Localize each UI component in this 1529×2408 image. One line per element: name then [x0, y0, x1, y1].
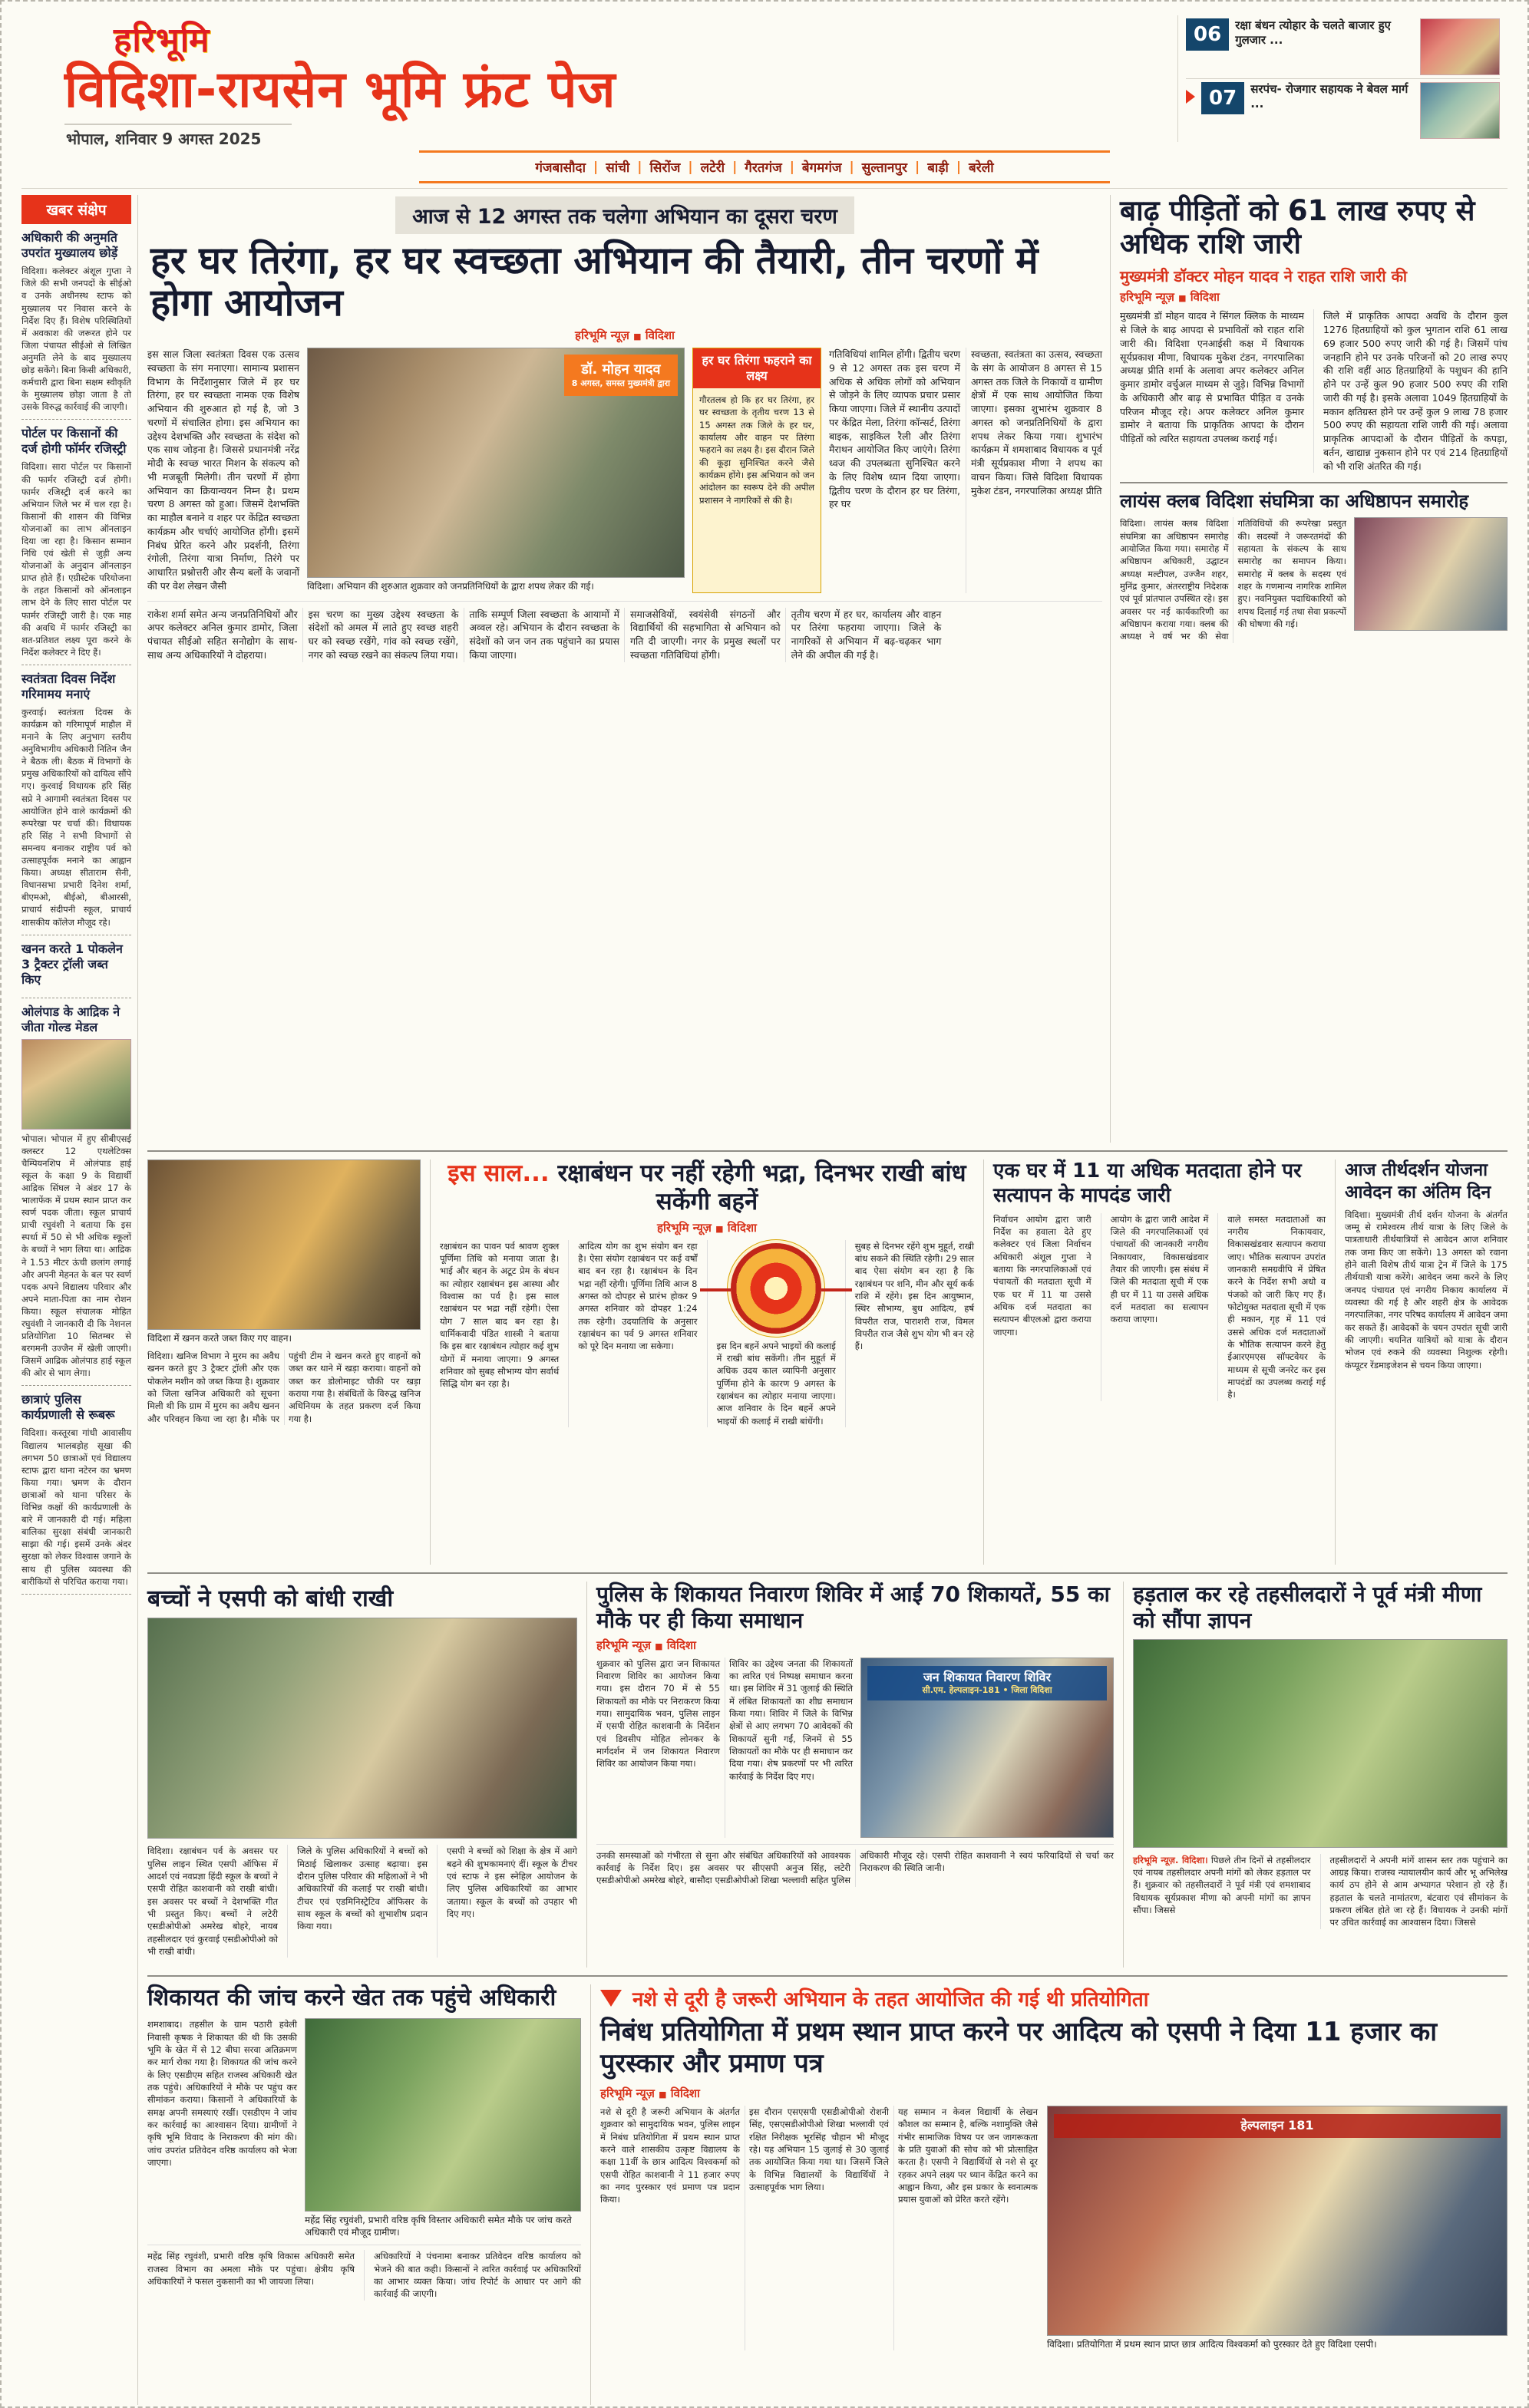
sp-rakhi-column-2: जिले के पुलिस अधिकारियों ने बच्चों को मिठाई खिलाकर उत्साह बढ़ाया। इस दौरान पुलिस परिवार की महिलाओं ने भी अधिकारियों की कलाई पर राखी बांधी। टीचर एवं एडमिनिस्ट्रेटिव ऑफिसर के साथ स्कूल के बच्चों को शुभाशीष प्रदान किया गया।	[287, 1845, 428, 1958]
teaser-page-07[interactable]	[1186, 78, 1500, 142]
nav-separator: |	[688, 159, 693, 175]
lead-headline: हर घर तिरंगा, हर घर स्वच्छता अभियान की तैयारी, तीन चरणों में होगा आयोजन	[150, 239, 1039, 325]
essay-award-story	[600, 1984, 1508, 2405]
lead-columns-right: गतिविधियां शामिल होंगी। द्वितीय चरण 9 से 12 अगस्त तक इस चरण में अधिक से अधिक लोगों को अभियान से जोड़ने के लिए व्यापक प्रचार प्रसार किया जाएगा। जिले में स्थानीय उत्पादों पर केंद्रित मेला, तिरंगा कॉन्सर्ट, तिरंगा बाइक, साइकिल रैली और तिरंगा मैराथन आयोजित किए जाएंगे। तिरंगा ध्वज की उपलब्धता सुनिश्चित करने के लिए विशेष ध्यान दिया जाएगा। द्वितीय चरण के दौरान हर घर तिरंगा, हर घर स्वच्छता, स्वतंत्रता का उत्सव, स्वच्छता के संग के आयोजन 8 अगस्त से 15 अगस्त तक जिले के निकायों व ग्रामीण क्षेत्रों में एक साथ आयोजित किया जाएगा। इसका शुभारंभ शुक्रवार 8 अगस्त को जनप्रतिनिधियों के द्वारा शपथ लेकर किया गया। शुभारंभ कार्यक्रम में शमशाबाद विधायक व पूर्व मंत्री सूर्यप्रकाश मीणा ने शपथ का वाचन किया। जिसे विदिशा विधायक मुकेश टंडन, नगरपालिका अध्यक्ष प्रीति	[829, 348, 1102, 510]
bhadra-leadin: इस साल...	[447, 1159, 550, 1188]
teaser-market-photo	[1420, 18, 1500, 75]
brief-title: अधिकारी की अनुमति उपरांत मुख्यालय छोड़ें	[21, 230, 118, 261]
brief-body: भोपाल। भोपाल में हुए सीबीएसई क्लस्टर 12 एथलेटिक्स चैम्पियनशिप में ओलंपाड हाई स्कूल के कक्षा 9 के विद्यार्थी आद्रिक सिंघल ने अंडर 17 के भालाफेंक में प्रथम स्थान प्राप्त कर स्वर्ण पदक जीता। स्कूल प्राचार्य प्राची रघुवंशी ने बताया कि इस स्पर्धा में 50 से भी अधिक स्कूलों के बच्चों ने भाग लिया था। आद्रिक ने 1.53 मीटर ऊंची छलांग लगाई और अपनी मेहनत के बल पर स्वर्ण पदक अपने विद्यालय परिवार और अपने माता-पिता का नाम रोशन किया। स्कूल संचालक मोहित रघुवंशी ने जानकारी दी कि नेशनल प्रतियोगिता 10 सितम्बर से बरगमनी उज्जैन में खेली जाएगी। जिसमें आद्रिक ओलंपाड हाई स्कूल की ओर से भाग लेगा।	[21, 1133, 131, 1379]
sp-rakhi-headline: बच्चों ने एसपी को बांधी राखी	[147, 1585, 394, 1613]
lead-photo-caption: विदिशा। अभियान की शुरुआत शुक्रवार को जनप्रतिनिधियों के द्वारा शपथ लेकर की गई।	[307, 581, 594, 592]
brief-body: विदिशा। कलेक्टर अंशूल गुप्ता ने जिले की सभी जनपदों के सीईओ व उनके अधीनस्थ स्टाफ को मुख्यालय पर निवास करने के निर्देश दिए हैं। विशेष परिस्थितियों में अवकाश की जरूरत होने पर जिला पंचायत सीईओ से लिखित अनुमति लेने के बाद मुख्यालय छोड़ सकेंगे। बिना किसी अधिकारी, कर्मचारी द्वारा बिना सक्षम स्वीकृति के मुख्यालय छोड़ा जाता है तो उसके विरुद्ध कार्रवाई की जाएगी।	[21, 266, 131, 413]
nav-separator: |	[637, 159, 642, 175]
chevron-right-icon	[1186, 90, 1195, 104]
field-column-1: शमशाबाद। तहसील के ग्राम पठारी हवेली निवासी कृषक ने शिकायत की थी कि उसकी भूमि के खेत में से 12 बीघा सरवा अतिक्रमण कर मार्ग रोका गया है। शिकायत की जांच करने के लिए एसडीएम सहित राजस्व अधिकारी खेत तक पहुंचे। अधिकारियों ने मौके पर पहुंच कर सीमांकन कराया। किसानों ने अधिकारियों के समक्ष अपनी समस्याएं रखीं। एसडीएम ने जांच कर कार्रवाई का आश्वासन दिया। ग्रामीणों ने कृषि भूमि विवाद के निराकरण की मांग की। जांच उपरांत प्रतिवेदन वरिष्ठ कार्यालय को भेजा जाएगा।	[147, 2019, 297, 2168]
sp-rakhi-story	[147, 1582, 577, 1968]
lead-oath-photo	[307, 348, 685, 578]
essay-headline: निबंध प्रतियोगिता में प्रथम स्थान प्राप्त करने पर आदित्य को एसपी ने दिया 11 हजार का पुरस्कार और प्रमाण पत्र	[600, 2017, 1438, 2080]
essay-photo-caption: विदिशा। प्रतियोगिता में प्रथम स्थान प्राप्त छात्र आदित्य विश्वकर्मा को पुरस्कार देते हुए विदिशा एसपी।	[1047, 2338, 1377, 2350]
nav-item-sironj[interactable]: सिरोंज	[649, 160, 681, 176]
target-box-body: गौरतलब हो कि हर घर तिरंगा, हर घर स्वच्छता के तृतीय चरण 13 से 15 अगस्त तक जिले के हर घर, कार्यालय और वाहन पर तिरंगा फहराने का लक्ष्य है। इस दौरान जिले की कूड़ा सुनिश्चित करने जैसे कार्यक्रम होंगे। इस अभियान को जन आंदोलन का स्वरूप देने की अपील प्रशासन ने नागरिकों से की है।	[699, 394, 814, 506]
flood-headline: बाढ़ पीड़ितों को 61 लाख रुपए से अधिक राशि जारी	[1120, 194, 1475, 260]
excavator-photo	[147, 1159, 421, 1330]
brief-title: खनन करते 1 पोकलेन 3 ट्रैक्टर ट्रॉली जब्त किए	[21, 941, 123, 987]
camp-banner: जन शिकायत निवारण शिविर सी.एम. हेल्पलाइन-181 • जिला विदिशा	[867, 1666, 1107, 1700]
field-inspection-story	[147, 1984, 591, 2405]
teerth-body: विदिशा। मुख्यमंत्री तीर्थ दर्शन योजना के अंतर्गत जम्मू से रामेश्वरम तीर्थ यात्रा के लिए जिले के पात्रताधारी तीर्थयात्रियों से आवेदन आज शनिवार तक जमा किए जा सकेंगे। 13 अगस्त को रवाना होने वाली विशेष तीर्थ यात्रा ट्रेन में जिले के 175 तीर्थयात्री यात्रा करेंगे। आवेदन जमा करने के लिए जनपद पंचायत एवं नगरीय निकाय कार्यालय में व्यवस्था की गई है और शहरी क्षेत्र के आवेदक नगरपालिका, नगर परिषद कार्यालय में आवेदन जमा कर सकते हैं। आवेदकों के चयन उपरांत सूची जारी की जाएगी। चयनित यात्रियों को यात्रा के दौरान भोजन एवं रुकने की व्यवस्था निशुल्क रहेगी। कंप्यूटर रेंडमाइजेशन से चयन किया जाएगा।	[1345, 1209, 1508, 1371]
field-photo-caption: महेंद्र सिंह रघुवंशी, प्रभारी वरिष्ठ कृषि विस्तार अधिकारी समेत मौके पर जांच करते अधिकारी एवं मौजूद ग्रामीण।	[305, 2215, 572, 2238]
byline-separator-icon: ■	[655, 1641, 663, 1651]
nav-item-sanchi[interactable]: सांची	[606, 160, 630, 176]
voters-headline: एक घर में 11 या अधिक मतदाता होने पर सत्यापन के मापदंड जारी	[993, 1159, 1302, 1208]
nav-item-ganjbasoda[interactable]: गंजबासौदा	[535, 160, 586, 176]
sp-rakhi-photo	[147, 1618, 577, 1839]
brief-farmer-registry	[21, 420, 131, 665]
tehsildar-headline: हड़ताल कर रहे तहसीलदारों ने पूर्व मंत्री मीणा को सौंपा ज्ञापन	[1133, 1582, 1482, 1634]
field-bottom-2: अधिकारियों ने पंचनामा बनाकर प्रतिवेदन वरिष्ठ कार्यालय को भेजने की बात कही। किसानों ने त्वरित कार्रवाई पर अधिकारियों का आभार व्यक्त किया। जांच रिपोर्ट के आधार पर आगे की कार्रवाई की जाएगी।	[364, 2250, 581, 2300]
tehsildar-column-1: हरिभूमि न्यूज़. विदिशा। पिछले तीन दिनों से तहसीलदार एवं नायब तहसीलदार अपनी मांगों को लेकर हड़ताल पर हैं। शुक्रवार को तहसीलदारों ने पूर्व मंत्री एवं शमशाबाद विधायक सूर्यप्रकाश मीणा को अपनी मांगों का ज्ञापन सौंपा। जिससे	[1133, 1854, 1311, 1915]
voters-column-2: आयोग के द्वारा जारी आदेश में जिले की नगरपालिकाओं एवं पंचायतों की जानकारी नगरीय निकायवार, विकासखंडवार तैयार की जाएगी। इस संबंध में जिले की मतदाता सूची में एक ही घर में 11 या उससे अधिक दर्ज मतदाता का सत्यापन कराया जाएगा।	[1101, 1213, 1209, 1401]
nav-item-gairatganj[interactable]: गैरतगंज	[745, 160, 782, 176]
lions-club-photo	[1354, 517, 1508, 631]
nav-separator: |	[914, 159, 920, 175]
brief-independence-day	[21, 665, 131, 935]
complaints-columns: शुक्रवार को पुलिस द्वारा जन शिकायत निवारण शिविर का आयोजन किया गया। इस दौरान 70 में से 55 शिकायतों का मौके पर निराकरण किया गया। सामुदायिक भवन, पुलिस लाइन में एसपी रोहित काशवानी के निर्देशन एवं डिवसीप मोहित लोनकर के मार्गदर्शन में जन शिकायत निवारण शिविर का आयोजन किया गया। शिविर का उद्देश्य जनता की शिकायतों का त्वरित एवं निष्पक्ष समाधान करना था। इस शिविर में 31 जुलाई की स्थिति में लंबित शिकायतों का शीघ्र समाधान किया गया। शिविर में जिले के विभिन्न क्षेत्रों से आए लगभग 70 आवेदकों की शिकायतें सुनी गईं, जिनमें से 55 शिकायतों का मौके पर ही समाधान कर दिया गया। शेष प्रकरणों पर भी त्वरित कार्रवाई के निर्देश दिए गए।	[596, 1658, 853, 1782]
complaints-byline: हरिभूमि न्यूज़ ■ विदिशा	[596, 1638, 696, 1652]
teerth-headline: आज तीर्थदर्शन योजना आवेदन का अंतिम दिन	[1345, 1160, 1491, 1203]
complaint-camp-photo	[860, 1658, 1114, 1838]
nav-separator: |	[789, 159, 794, 175]
voters-column-1: निर्वाचन आयोग द्वारा जारी निर्देश का हवाला देते हुए कलेक्टर एवं जिला निर्वाचन अधिकारी अंशूल गुप्ता ने बताया कि नगरपालिकाओं एवं पंचायतों की मतदाता सूची में एक घर में 11 या उससे अधिक दर्ज मतदाता का सत्यापन बीएलओ द्वारा कराया जाएगा।	[993, 1213, 1091, 1338]
teaser-page-number[interactable]: 07	[1201, 82, 1244, 114]
rakshabandhan-story	[430, 1159, 984, 1565]
helpline-banner: हेल्पलाइन 181	[1054, 2114, 1501, 2138]
nav-item-lateri[interactable]: लटेरी	[700, 160, 725, 176]
teaser-page-06[interactable]	[1186, 15, 1500, 78]
teaser-gate-photo	[1420, 82, 1500, 139]
bhadra-column-3: इस दिन बहनें अपने भाइयों की कलाई में राखी बांध सकेंगी। तीन मुहूर्त में अधिक उदय काल व्यापिनी अनुसार पूर्णिमा होने के कारण 9 अगस्त के रक्षाबंधन का त्योहार मनाया जाएगा। आज शनिवार के दिन बहनें अपने भाइयों की कलाई में राखी बांधेंगी।	[707, 1240, 836, 1427]
brief-body: कुरवाई। स्वतंत्रता दिवस के कार्यक्रम को गरिमापूर्ण माहौल में मनाने के लिए अनुभाग स्तरीय अनुविभागीय अधिकारी नितिन जैन ने बैठक ली। बैठक में विभागों के प्रमुख अधिकारियों को दायित्व सौंपे गए। कुरवाई विधायक हरि सिंह सप्रे ने आगामी स्वतंत्रता दिवस पर आयोजित होने वाले कार्यक्रमों की रूपरेखा पर चर्चा की। विधायक हरि सिंह ने सभी विभागों से समन्वय बनाकर राष्ट्रीय पर्व को उत्साहपूर्वक मनाने का आह्वान किया। अध्यक्ष सीताराम सैनी, विधानसभा प्रभारी दिनेश शर्मा, बीएमओ, बीईओ, बीआरसी, प्राचार्य संदीपनी स्कूल, प्राचार्य शासकीय कॉलेज मौजूद रहे।	[21, 706, 131, 928]
voter-verification-story	[993, 1159, 1336, 1565]
brief-gold-medal	[21, 998, 131, 1387]
briefs-header: खबर संक्षेप	[21, 195, 131, 224]
flood-byline: हरिभूमि न्यूज़ ■ विदिशा	[1120, 290, 1220, 305]
down-arrow-icon	[600, 1990, 622, 2007]
teerth-darshan-story	[1345, 1159, 1508, 1565]
byline-separator-icon: ■	[715, 1223, 724, 1234]
nav-separator: |	[732, 159, 738, 175]
brief-title: छात्राएं पुलिस कार्यप्रणाली से रूबरू	[21, 1392, 115, 1423]
teaser-text: रक्षा बंधन त्योहार के चलते बाजार हुए गुलजार ...	[1235, 18, 1391, 47]
byline-separator-icon: ■	[633, 332, 642, 342]
lead-bottom-columns: राकेश शर्मा समेत अन्य जनप्रतिनिधियों और अपर कलेक्टर अनिल कुमार डामोर, जिला पंचायत सीईओ सहित सनोद्योग के साथ-साथ अन्य अधिकारियों ने दोहराया। इस चरण का मुख्य उद्देश्य स्वच्छता के संदेशों को अमल में लाते हुए स्वच्छ शहरी घर को स्वच्छ रखेंगे, गांव को स्वच्छ रखेंगे, नगर को स्वच्छ रखने का संकल्प लिया गया। ताकि सम्पूर्ण जिला स्वच्छता के आयामों में अव्वल रहे। अभियान के दौरान स्वच्छता के संदेशों को जन जन तक पहुंचाने का प्रयास किया जाएगा। समाजसेवियों, स्वयंसेवी संगठनों और विद्यार्थियों की सहभागिता से अभियान को गति दी जाएगी। नगर के प्रमुख स्थलों पर स्वच्छता गतिविधियां होंगी। तृतीय चरण में हर घर, कार्यालय और वाहन पर तिरंगा फहराया जाएगा। जिले के नागरिकों से अभियान में बढ़-चढ़कर भाग लेने की अपील की गई है।	[147, 601, 1102, 662]
bhadra-column-1: रक्षाबंधन का पावन पर्व श्रावण शुक्ल पूर्णिमा तिथि को मनाया जाता है। भाई और बहन के अटूट प्रेम के बंधन का त्योहार रक्षाबंधन इस आस्था और विश्वास का पर्व है। इस साल रक्षाबंधन पर भद्रा नहीं रहेगी। ऐसा योग 7 साल बाद बन रहा है। धार्मिकवादी पंडित शास्त्री ने बताया कि इस बार रक्षाबंधन त्योहार कई शुभ योगों में मनाया जाएगा। 9 अगस्त शनिवार को सुबह सौभाग्य योग सर्वार्थ सिद्धि योग बन रहा है।	[440, 1240, 560, 1390]
brief-police-visit	[21, 1386, 131, 1594]
lead-byline: हरिभूमि न्यूज़ ■ विदिशा	[575, 328, 675, 343]
field-inspection-photo	[305, 2018, 581, 2212]
lead-story	[147, 195, 1111, 1143]
memorandum-photo	[1133, 1639, 1508, 1848]
sp-rakhi-column-3: एसपी ने बच्चों को शिक्षा के क्षेत्र में आगे बढ़ने की शुभकामनाएं दीं। स्कूल के टीचर एवं स्टाफ ने इस स्नेहिल आयोजन के लिए पुलिस अधिकारियों का आभार जताया। स्कूल के बच्चों को उपहार भी दिए गए।	[437, 1845, 577, 1958]
nav-item-begamganj[interactable]: बेगमगंज	[801, 160, 842, 176]
award-ceremony-photo	[1047, 2106, 1508, 2336]
tehsildar-strike-story	[1133, 1582, 1508, 1968]
lead-kicker: आज से 12 अगस्त तक चलेगा अभियान का दूसरा चरण	[395, 196, 854, 234]
brief-title: ओलंपाड के आद्रिक ने जीता गोल्ड मेडल	[21, 1004, 121, 1034]
brief-title: पोर्टल पर किसानों की दर्ज होगी फॉर्मर रजिस्ट्री	[21, 426, 127, 457]
complaint-camp-story	[586, 1582, 1124, 1968]
target-box-title: हर घर तिरंगा फहराने का लक्ष्य	[693, 348, 821, 388]
rakhi-illustration	[731, 1243, 821, 1334]
field-bottom-1: महेंद्र सिंह रघुवंशी, प्रभारी वरिष्ठ कृषि विकास अधिकारी समेत राजस्व विभाग का अमला मौके पर पहुंचा। क्षेत्रीय कृषि अधिकारियों ने फसल नुकसानी का भी जायजा लिया।	[147, 2251, 355, 2288]
complaints-bottom: उनकी समस्याओं को गंभीरता से सुना और संबंधित अधिकारियों को आवश्यक कार्रवाई के निर्देश दिए। इस अवसर पर सीएसपी अनुज सिंह, लटेरी एसडीओपीओ अमरेख बोहरे, बासौदा एसडीओपीओ शिखा भल्लावी सहित पुलिस अधिकारी मौजूद रहे। एसपी रोहित काशवानी ने स्वयं फरियादियों से चर्चा कर निराकरण की स्थिति जानी।	[596, 1844, 1114, 1887]
region-nav	[419, 150, 1110, 183]
page-teasers	[1177, 15, 1500, 142]
flood-relief-story	[1120, 195, 1508, 473]
nav-item-bareli[interactable]: बरेली	[969, 160, 994, 176]
bhadra-column-2: आदित्य योग का शुभ संयोग बन रहा है। ऐसा संयोग रक्षाबंधन पर कई वर्षों बाद बन रहा है। रक्षाबंधन के दिन भद्रा नहीं रहेगी। पूर्णिमा तिथि आज 8 अगस्त को दोपहर से प्रारंभ होकर 9 अगस्त शनिवार को दोपहर 1:24 तक रहेगी। उदयातिथि के अनुसार रक्षाबंधन का पर्व 9 अगस्त शनिवार को पूरे दिन मनाया जा सकेगा।	[568, 1240, 697, 1427]
brief-title: स्वतंत्रता दिवस निर्देश गरिमामय मनाएं	[21, 671, 116, 701]
flood-subhead: मुख्यमंत्री डॉक्टर मोहन यादव ने राहत राशि जारी की	[1120, 267, 1408, 286]
byline-separator-icon: ■	[1178, 293, 1187, 304]
brief-body: विदिशा। सारा पोर्टल पर किसानों की फार्मर रजिस्ट्री दर्ज होगी। फार्मर रजिस्ट्री दर्ज करने का अभियान जिले भर में चल रहा है। किसानों की शासन की विभिन्न योजनाओं का लाभ ऑनलाइन दिया जा रहा है। किसान सम्मान निधि एवं खेती से जुड़ी अन्य योजनाओं के अनुदान ऑनलाइन प्राप्त होते हैं। एग्रीस्टेक परियोजना के तहत किसानों को ऑनलाइन लाभ देने के लिए सारा पोर्टल पर फार्मर रजिस्ट्री जारी है। एक माह की अवधि में फार्मर रजिस्ट्री का शत-प्रतिशत लक्ष्य पूरा करने के निर्देश कलेक्टर ने दिए हैं।	[21, 461, 131, 658]
complaints-headline: पुलिस के शिकायत निवारण शिविर में आईं 70 शिकायतें, 55 का मौके पर ही किया समाधान	[596, 1582, 1110, 1634]
essay-kicker: नशे से दूरी है जरूरी अभियान के तहत आयोजित की गई थी प्रतियोगिता	[632, 1988, 1149, 2012]
bhadra-column-4: सुबह से दिनभर रहेंगे शुभ मुहूर्त, राखी बांध सकने की स्थिति रहेगी। 29 साल बाद ऐसा संयोग बन रहा है कि रक्षाबंधन पर शनि, मीन और सूर्य कर्क राशि में रहेंगे। इस दिन आयुष्मान, स्थिर सौभाग्य, बुध आदित्य, हर्ष विपरीत राज, पाराशरी राज, विमल विपरीत राज जैसे शुभ योग भी बन रहे हैं।	[845, 1240, 974, 1427]
cm-banner-overlay: डॉ. मोहन यादव 8 अगस्त, समस्त मुख्यमंत्री द्वारा	[564, 355, 678, 396]
byline-separator-icon: ■	[659, 2089, 667, 2100]
lions-headline: लायंस क्लब विदिशा संघमित्रा का अधिष्ठापन समारोह	[1120, 490, 1469, 513]
tehsildar-column-2: तहसीलदारों ने अपनी मांगें शासन स्तर तक पहुंचाने का आग्रह किया। राजस्व न्यायालयीन कार्य और भू अभिलेख कार्य ठप होने से आम अभ्यागत परेशान हो रहे हैं। हड़ताल के चलते नामांतरण, बंटवारा एवं सीमांकन के प्रकरण लंबित होते जा रहे हैं। विधायक ने उनकी मांगों पर उचित कार्रवाई का आश्वासन दिया। जिससे	[1320, 1854, 1508, 1929]
field-headline: शिकायत की जांच करने खेत तक पहुंचे अधिकारी	[147, 1984, 556, 2012]
flood-column-2: जिले में प्राकृतिक आपदा अवधि के दौरान कुल 1276 हितग्राहियों को कुल भुगतान राशि 61 लाख 69 हजार 500 रुपए जारी की गई है। जिसमें पांच जनहानि होने पर उनके परिजनों को 20 लाख रुपए की राशि वहीं आठ हितग्राहियों के पशुधन की हानि होने पर उन्हें कुल 90 हजार 500 रुपए की राशि जारी की गई है। इसके अलावा 1049 हितग्राहियों के मकान क्षतिग्रस्त होने पर उन्हें कुल 9 लाख 78 हजार 500 रुपए की सहायता राशि जारी की गई। अलावा प्राकृतिक आपदाओं के दौरान पीड़ितों के कपड़ा, बर्तन, खाद्यान्न नुकसान होने पर एवं 214 हितग्राहियों को भी राशि अंतरित की गई।	[1313, 309, 1508, 473]
nav-separator: |	[956, 159, 962, 175]
teaser-text: सरपंच- रोजगार सहायक ने बेवल मार्ग ...	[1250, 82, 1408, 111]
essay-kicker-row	[600, 1984, 1508, 2012]
teaser-page-number[interactable]: 06	[1186, 18, 1229, 51]
masthead	[21, 12, 1508, 149]
bhadra-headline: इस साल... रक्षाबंधन पर नहीं रहेगी भद्रा, दिनभर राखी बांध सकेंगी बहनें	[447, 1159, 966, 1216]
nav-separator: |	[849, 159, 854, 175]
lions-club-story	[1120, 482, 1508, 642]
nav-item-sultanpur[interactable]: सुल्तानपुर	[861, 160, 907, 176]
tiranga-target-box	[692, 348, 821, 593]
brief-mining-seizure	[21, 935, 131, 998]
brief-body: विदिशा। कस्तूरबा गांधी आवासीय विद्यालय भालबड़ोह सूखा की लगभग 50 छात्राओं एवं विद्यालय स्टाफ द्वारा थाना नटेरन का भ्रमण किया गया। भ्रमण के दौरान छात्राओं को थाना परिसर के विभिन्न कक्षों की कार्यप्रणाली के बारे में जानकारी दी गई। महिला बालिका सुरक्षा संबंधी जानकारी साझा की गई। इसमें उनके अंदर सुरक्षा को लेकर विश्वास जगाने के साथ ही पुलिस व्यवस्था की बारीकियों से परिचित कराया गया।	[21, 1427, 131, 1587]
bhadra-byline: हरिभूमि न्यूज़ ■ विदिशा	[657, 1220, 757, 1235]
mining-seizure-story	[147, 1159, 421, 1565]
right-column	[1120, 195, 1508, 1143]
sp-rakhi-column-1: विदिशा। रक्षाबंधन पर्व के अवसर पर पुलिस लाइन स्थित एसपी ऑफिस में आदर्श एवं नवप्रज्ञा हिंदी स्कूल के बच्चों ने एसपी रोहित काशवानी को राखी बांधी। इस अवसर पर बच्चों ने देशभक्ति गीत भी प्रस्तुत किए। बच्चों ने लटेरी एसडीओपीओ अमरेख बोहरे, नायब तहसीलदार एवं कुरवाई एसडीओपीओ को भी राखी बांधी।	[147, 1846, 278, 1957]
nav-separator: |	[593, 159, 599, 175]
dateline: भोपाल, शनिवार 9 अगस्त 2025	[64, 124, 292, 149]
nav-item-badi[interactable]: बाड़ी	[927, 160, 949, 176]
gold-medal-photo	[21, 1039, 131, 1130]
mining-body: विदिशा। खनिज विभाग ने मुरम का अवैध खनन करते हुए 3 ट्रैक्टर ट्रॉली और एक पोकलेन मशीन को जब्त किया है। शुक्रवार को जिला खनिज अधिकारी को सूचना मिली थी कि ग्राम में मुरम का अवैध खनन और परिवहन किया जा रहा है। मौके पर पहुंची टीम ने खनन करते हुए वाहनों को जब्त कर थाने में खड़ा कराया। वाहनों को जब्त कर डोलोमाइट चौकी पर खड़ा कराया गया है। संबंधितों के विरुद्ध खनिज अधिनियम के तहत प्रकरण दर्ज किया गया है।	[147, 1350, 421, 1424]
flood-column-1: मुख्यमंत्री डॉ मोहन यादव ने सिंगल क्लिक के माध्यम से जिले के बाढ़ आपदा से प्रभावितों को राहत राशि जारी की। विदिशा एनआईसी कक्ष में विधायक सूर्यप्रकाश मीणा, विधायक मुकेश टंडन, नगरपालिका अध्यक्ष प्रीति शर्मा के अलावा अपर कलेक्टर अनिल कुमार डामोर वर्चुअल माध्यम से जुड़े। विभिन्न विभागों के अधिकारी और बाढ़ से प्रभावित पीड़ित व उनके परिजन मौजूद रहे। अपर कलेक्टर अनिल कुमार डामोर ने बताया कि प्राकृतिक आपदा के दौरान पीड़ितों को त्वरित सहायता उपलब्ध कराई गई।	[1120, 310, 1304, 445]
brief-headquarters	[21, 224, 131, 420]
voters-column-3: वाले समस्त मतदाताओं का नगरीय निकायवार, विकासखंडवार सत्यापन कराया जाए। भौतिक सत्यापन उपरांत जानकारी समग्रवीपि में प्रेषित करने के निर्देश सभी अधो व पंजको को जारी किए गए हैं। फोटोयुक्त मतदाता सूची में एक ही मकान, गृह में 11 एवं उससे अधिक दर्ज मतदाताओं के भौतिक सत्यापन करने हेतु ईआरएमएस सॉफ्टवेयर के माध्यम से सूची जनरेट कर इस मापदंडों का उपलब्ध कराई गई है।	[1217, 1213, 1326, 1401]
lead-column-left: इस साल जिला स्वतंत्रता दिवस एक उत्सव स्वच्छता के संग मनाएगा। सामान्य प्रशासन विभाग के निर्देशानुसार जिले में हर घर तिरंगा, हर घर स्वच्छता नामक एक विशेष अभियान की शुरुआत हो गई है, जो 3 चरणों में संचालित होगा। इस अभियान का उद्देश्य देशभक्ति और स्वच्छता के संदेश को एक साथ जोड़ना है। जिससे प्रधानमंत्री नरेंद्र मोदी के स्वच्छ भारत मिशन के संकल्प को भी मजबूती मिलेगी। तीन चरणों में होगा अभियान का क्रियान्वयन निम्न है। प्रथम चरण 8 अगस्त को हुआ। जिसमें देशभक्ति का माहौल बनाने व शहर पर केंद्रित स्वच्छता कार्यक्रम और चर्चाएं आयोजित होंगी। इसमें निबंध प्रेरित करने और प्रदर्शनी, तिरंगा रंगोली, तिरंगा यात्रा निर्माण, तिरंगे पर आधारित प्रश्नोत्तरी और सैन्य बलों के जवानों की पर वेश लेखन जैसी	[147, 348, 299, 592]
essay-byline: हरिभूमि न्यूज़ ■ विदिशा	[600, 2086, 700, 2100]
essay-columns: नशे से दूरी है जरूरी अभियान के अंतर्गत शुक्रवार को सामुदायिक भवन, पुलिस लाइन में निबंध प्रतियोगिता में प्रथम स्थान प्राप्त करने वाले शासकीय उत्कृष्ट विद्यालय के कक्षा 11वीं के छात्र आदित्य विश्वकर्मा को एसपी रोहित काशवानी ने 11 हजार रुपए का नगद पुरस्कार एवं प्रमाण पत्र प्रदान किया। इस दौरान एसएसपी एसडीओपीओ रोशनी सिंह, एसएसडीओपीओ शिखा भल्लावी एवं रक्षित निरीक्षक भूरसिंह चौहान भी मौजूद रहे। यह अभियान 15 जुलाई से 30 जुलाई तक आयोजित किया गया था। जिसमें जिले के विभिन्न विद्यालयों के विद्यार्थियों ने उत्साहपूर्वक भाग लिया। यह सम्मान न केवल विद्यार्थी के लेखन कौशल का सम्मान है, बल्कि नशामुक्ति जैसे गंभीर सामाजिक विषय पर जन जागरूकता के प्रति युवाओं की सोच को भी प्रोत्साहित करता है। एसपी ने विद्यार्थियों से नशे से दूर रहकर अपने लक्ष्य पर ध्यान केंद्रित करने का आह्वान किया, और इस प्रकार के स्वनात्मक प्रयास युवाओं को प्रेरित करते रहेंगे।	[600, 2106, 1038, 2205]
page-title: विदिशा-रायसेन भूमि फ्रंट पेज	[64, 60, 616, 119]
lions-body: विदिशा। लायंस क्लब विदिशा संघमित्रा का अधिष्ठापन समारोह आयोजित किया गया। समारोह में अधिष्ठापन अधिकारी, उद्घाटन अध्यक्ष मल्टीपल, उज्जैन शहर, मुनिंद्र कुमार, अंतरराष्ट्रीय निदेशक एवं पूर्व प्रांतपाल उपस्थित रहे। इस अवसर पर नई कार्यकारिणी का अधिष्ठापन कराया गया। क्लब की अध्यक्ष ने वर्ष भर की सेवा गतिविधियों की रूपरेखा प्रस्तुत की। सदस्यों ने जरूरतमंदों की सहायता के संकल्प के साथ समारोह का समापन किया। समारोह में क्लब के सदस्य एवं शहर के गणमान्य नागरिक शामिल हुए। नवनियुक्त पदाधिकारियों को शपथ दिलाई गई तथा सेवा प्रकल्पों की घोषणा की गई।	[1120, 518, 1346, 642]
haribhoomi-logo: हरिभूमि	[114, 21, 210, 60]
news-briefs-column	[21, 195, 138, 2405]
mining-photo-caption: विदिशा में खनन करते जब्त किए गए वाहन।	[147, 1333, 292, 1344]
